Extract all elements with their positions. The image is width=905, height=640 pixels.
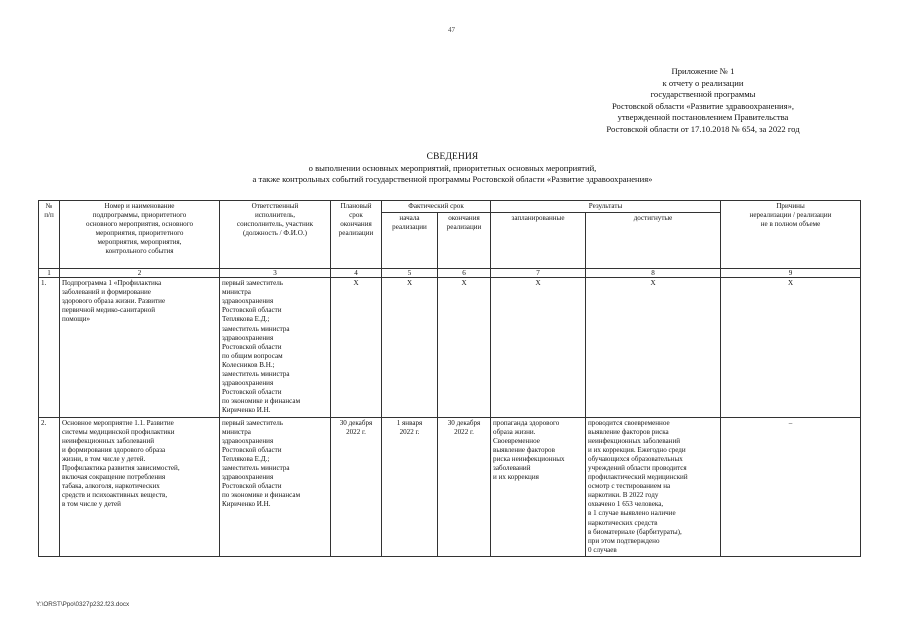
row-results-planned: пропаганда здорового образа жизни. Своевременное выявление факторов риска неинфекционных заболеваний и их коррекция [491, 417, 586, 556]
column-number: 7 [491, 269, 586, 278]
row-actual-end: 30 декабря 2022 г. [438, 417, 491, 556]
appendix-line: к отчету о реализации [662, 77, 744, 88]
column-number: 4 [331, 269, 382, 278]
column-number: 3 [220, 269, 331, 278]
appendix-line: государственной программы [650, 89, 756, 100]
header-name: Номер и наименование подпрограммы, приоритетного основного мероприятия, основного мероприятия, приоритетного мероприятия, мероприятия, контрольного события [60, 201, 220, 269]
row-reasons: – [721, 417, 861, 556]
header-num: № п/п [39, 201, 60, 269]
header-responsible: Ответственный исполнитель, соисполнитель, участник (должность / Ф.И.О.) [220, 201, 331, 269]
appendix-line: Ростовской области «Развитие здравоохранения», [611, 100, 795, 111]
row-results-achieved: Х [586, 278, 721, 417]
header-actual-start: начала реализации [382, 213, 438, 269]
row-planned-date: 30 декабря 2022 г. [331, 417, 382, 556]
row-actual-end: Х [438, 278, 491, 417]
row-reasons: Х [721, 278, 861, 417]
row-num: 2. [39, 417, 60, 556]
header-actual-date: Фактический срок [382, 201, 491, 213]
header-results: Результаты [491, 201, 721, 213]
appendix-block [553, 66, 853, 136]
column-number: 5 [382, 269, 438, 278]
header-row [39, 201, 861, 213]
row-planned-date: Х [331, 278, 382, 417]
header-planned-date: Плановый срок окончания реализации [331, 201, 382, 269]
title-heading: СВЕДЕНИЯ [426, 152, 479, 162]
row-name: Подпрограмма 1 «Профилактика заболеваний и формирование здорового образа жизни. Развитие первичной медико-санитарной помощи» [60, 278, 220, 417]
row-results-achieved: проводится своевременное выявление факторов риска неинфекционных заболеваний и их коррекция. Ежегодно среди обучающихся образовательных учреждений области проводится профилактический медицинский осмотр с тестированием на наркотики. В 2022 году охвачено 1 653 человека, в 1 случае выявлено наличие наркотических средств в биоматериале (барбитураты), при этом подтверждено 0 случаев [586, 417, 721, 556]
column-number: 1 [39, 269, 60, 278]
table-row [39, 417, 861, 556]
row-name: Основное мероприятие 1.1. Развитие системы медицинской профилактики неинфекционных заболеваний и формирования здорового образа жизни, в том числе у детей. Профилактика развития зависимостей, включая сокращение потребления табака, алкоголя, наркотических средств и психоактивных веществ, в том числе у детей [60, 417, 220, 556]
appendix-line: Приложение № 1 [671, 66, 735, 76]
header-reasons: Причины нереализации / реализации не в полном объеме [721, 201, 861, 269]
page-number: 47 [448, 26, 455, 34]
table-row [39, 278, 861, 417]
column-number: 6 [438, 269, 491, 278]
column-number: 8 [586, 269, 721, 278]
row-responsible: первый заместитель министра здравоохранения Ростовской области Теплякова Е.Д.; заместитель министра здравоохранения Ростовской области по общим вопросам Колесников В.Н.; заместитель министра здравоохранения Ростовской области по экономике и финансам Кириченко И.Н. [220, 278, 331, 417]
column-number-row [39, 269, 861, 278]
appendix-line: Ростовской области от 17.10.2018 № 654, за 2022 год [606, 123, 800, 134]
row-actual-start: 1 января 2022 г. [382, 417, 438, 556]
column-number: 9 [721, 269, 861, 278]
row-results-planned: Х [491, 278, 586, 417]
header-results-planned: запланированные [491, 213, 586, 269]
appendix-line: утвержденной постановлением Правительства [617, 112, 789, 123]
title-line: о выполнении основных мероприятий, приоритетных основных мероприятий, [308, 163, 597, 173]
column-number: 2 [60, 269, 220, 278]
document-title [0, 152, 905, 185]
row-actual-start: Х [382, 278, 438, 417]
header-results-achieved: достигнутые [586, 213, 721, 269]
row-num: 1. [39, 278, 60, 417]
header-actual-end: окончания реализации [438, 213, 491, 269]
report-table [38, 200, 861, 557]
footer-file-path: Y:\ORST\Ppo\0327p232.f23.docx [36, 601, 130, 608]
title-line: а также контрольных событий государственной программы Ростовской области «Развитие здравоохранения» [252, 174, 653, 184]
row-responsible: первый заместитель министра здравоохранения Ростовской области Теплякова Е.Д.; заместитель министра здравоохранения Ростовской области по экономике и финансам Кириченко И.Н. [220, 417, 331, 556]
